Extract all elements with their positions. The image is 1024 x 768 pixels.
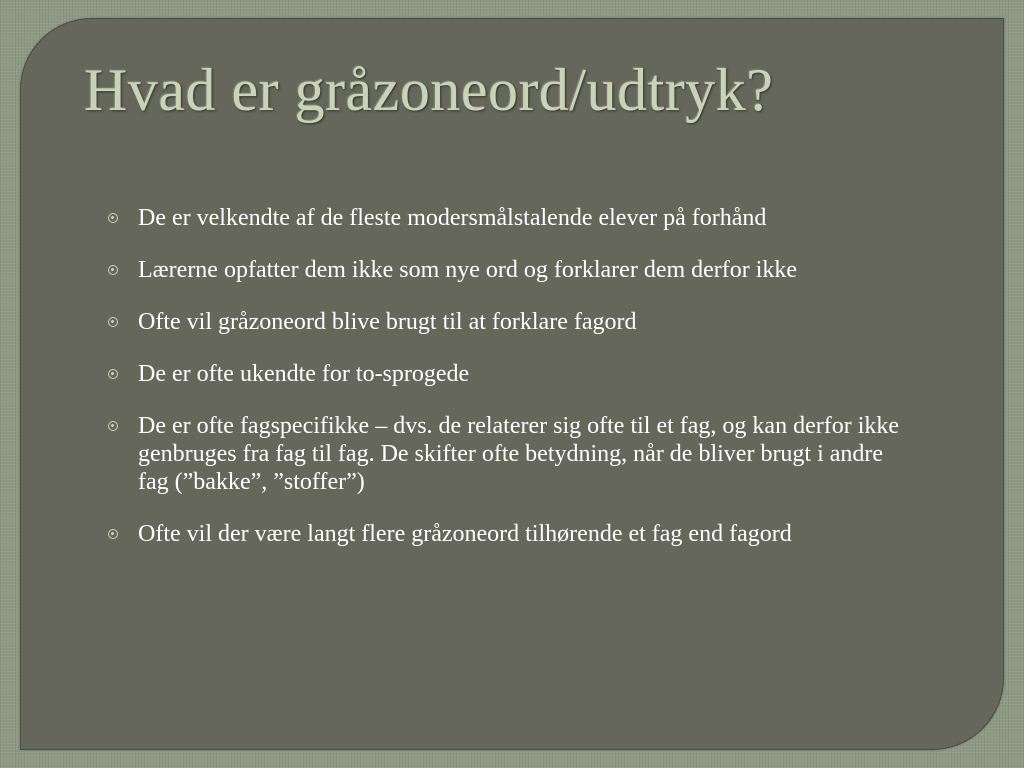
circle-dot-icon xyxy=(108,213,118,223)
bullet-text: De er ofte ukendte for to-sprogede xyxy=(138,361,470,387)
bullet-item xyxy=(108,520,908,548)
slide-title: Hvad er gråzoneord/udtryk? xyxy=(84,57,774,123)
circle-dot-icon xyxy=(108,369,118,379)
bullet-item xyxy=(108,308,908,336)
slide-panel xyxy=(20,18,1004,750)
bullet-item xyxy=(108,412,908,496)
bullet-item xyxy=(108,204,908,232)
bullet-text: De er velkendte af de fleste modersmålstalende elever på forhånd xyxy=(138,205,767,231)
circle-dot-icon xyxy=(108,529,118,539)
circle-dot-icon xyxy=(108,317,118,327)
bullet-text: De er ofte fagspecifikke – dvs. de relaterer sig ofte til et fag, og kan derfor ikke genbruges fra fag til fag. De skifter ofte betydning, når de bliver brugt i andre fag (”bakke”, ”stoffer”) xyxy=(138,413,900,495)
bullet-text: Lærerne opfatter dem ikke som nye ord og forklarer dem derfor ikke xyxy=(138,257,798,283)
bullet-text: Ofte vil gråzoneord blive brugt til at forklare fagord xyxy=(138,309,637,335)
circle-dot-icon xyxy=(108,421,118,431)
bullet-item xyxy=(108,360,908,388)
bullet-item xyxy=(108,256,908,284)
bullet-list xyxy=(108,204,908,572)
circle-dot-icon xyxy=(108,265,118,275)
bullet-text: Ofte vil der være langt flere gråzoneord tilhørende et fag end fagord xyxy=(138,521,792,547)
